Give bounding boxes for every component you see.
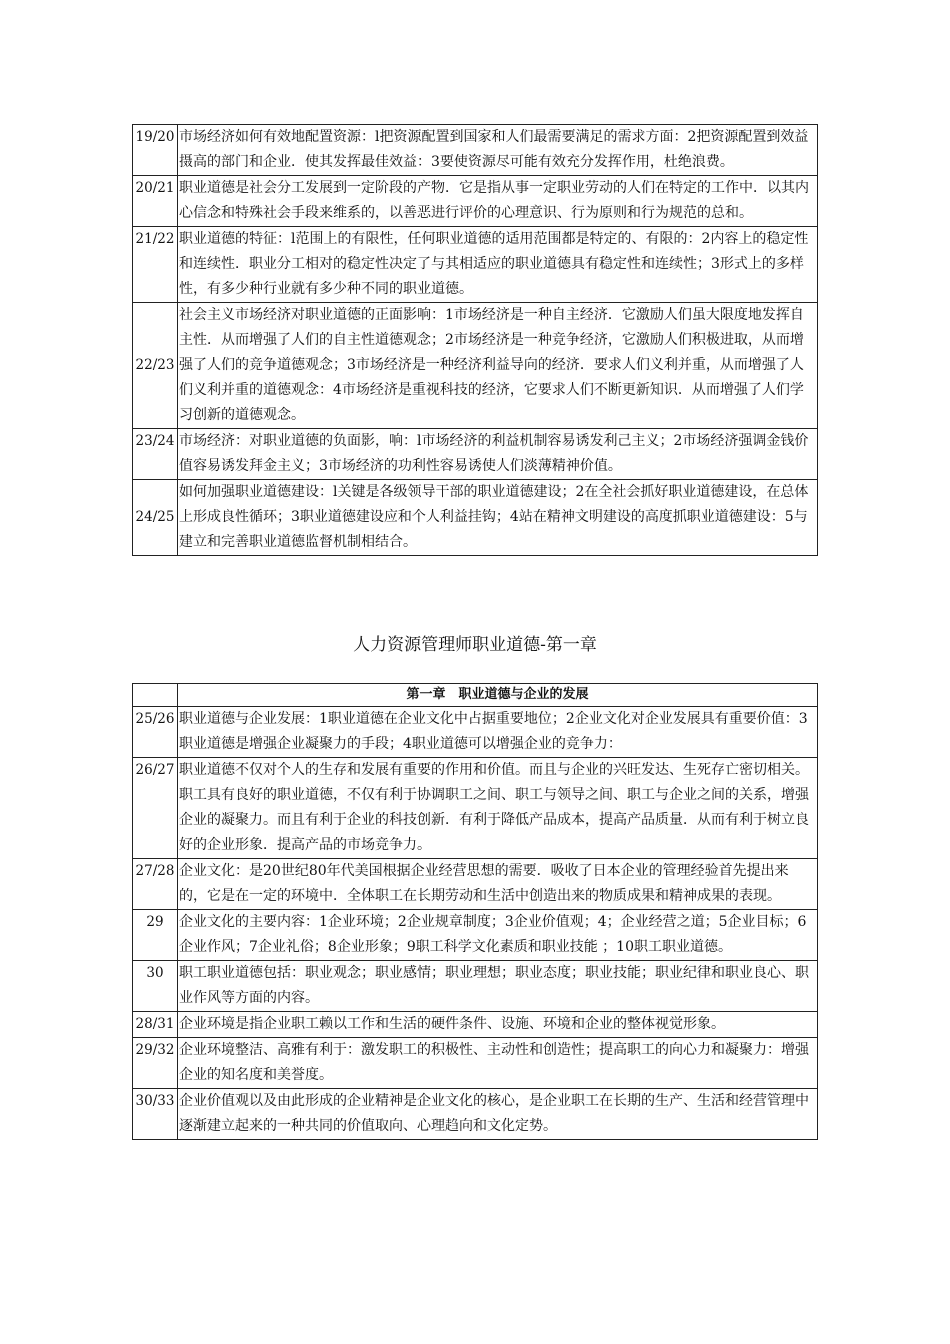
row-number: 25/26	[133, 707, 178, 758]
row-text: 企业文化的主要内容：1企业环境；2企业规章制度；3企业价值观；4；企业经营之道；5企业目标；6企业作风；7企业礼俗；8企业形象；9职工科学文化素质和职业技能 ；10职工职业道德。	[178, 910, 818, 961]
table-row	[133, 910, 818, 961]
row-text: 职业道德与企业发展：1职业道德在企业文化中占据重要地位；2企业文化对企业发展具有重要价值：3职业道德是增强企业凝聚力的手段；4职业道德可以增强企业的竞争力：	[178, 707, 818, 758]
table-row	[133, 303, 818, 429]
row-number: 29	[133, 910, 178, 961]
table-row	[133, 176, 818, 227]
table-row	[133, 859, 818, 910]
table-row	[133, 1038, 818, 1089]
row-number: 27/28	[133, 859, 178, 910]
row-text: 企业文化：是20世纪80年代美国根据企业经营思想的需要．吸收了日本企业的管理经验首先提出来的，它是在一定的环境中．全体职工在长期劳动和生活中创造出来的物质成果和精神成果的表现。	[178, 859, 818, 910]
row-text: 如何加强职业道德建设：l关键是各级领导干部的职业道德建设；2在全社会抓好职业道德建设，在总体上形成良性循环；3职业道德建设应和个人利益挂钩；4站在精神文明建设的高度抓职业道德建设：5与建立和完善职业道德监督机制相结合。	[178, 480, 818, 556]
row-text: 市场经济：对职业道德的负面影，响：l市场经济的利益机制容易诱发利己主义；2市场经济强调金钱价值容易诱发拜金主义；3市场经济的功利性容易诱使人们淡薄精神价值。	[178, 429, 818, 480]
table-row	[133, 125, 818, 176]
row-number: 24/25	[133, 480, 178, 556]
row-text: 职业道德不仅对个人的生存和发展有重要的作用和价值。而且与企业的兴旺发达、生死存亡密切相关。职工具有良好的职业道德，不仅有利于协调职工之间、职工与领导之间、职工与企业之间的关系，增强企业的凝聚力。而且有利于企业的科技创新．有利于降低产品成本，提高产品质量．从而有利于树立良好的企业形象．提高产品的市场竞争力。	[178, 758, 818, 859]
chapter-header: 第一章 职业道德与企业的发展	[178, 684, 818, 707]
row-number: 20/21	[133, 176, 178, 227]
table-row	[133, 1012, 818, 1038]
header-blank-cell	[133, 684, 178, 707]
qa-table-market-economy	[132, 124, 818, 556]
row-number: 30	[133, 961, 178, 1012]
table-row	[133, 961, 818, 1012]
table-row	[133, 480, 818, 556]
table-row	[133, 429, 818, 480]
row-text: 职业道德是社会分工发展到一定阶段的产物．它是指从事一定职业劳动的人们在特定的工作中．以其内心信念和特殊社会手段来维系的，以善恶进行评价的心理意识、行为原则和行为规范的总和。	[178, 176, 818, 227]
table-row	[133, 1089, 818, 1140]
table-header-row	[133, 684, 818, 707]
qa-table-chapter-one	[132, 683, 818, 1140]
row-number: 22/23	[133, 303, 178, 429]
row-text: 社会主义市场经济对职业道德的正面影响：1市场经济是一种自主经济．它激励人们虽大限度地发挥自主性．从而增强了人们的自主性道德观念；2市场经济是一种竞争经济，它激励人们积极进取，从而增强了人们的竞争道德观念；3市场经济是一种经济利益导向的经济．要求人们义利并重，从而增强了人们义利并重的道德观念：4市场经济是重视科技的经济，它要求人们不断更新知识．从而增强了人们学习创新的道德观念。	[178, 303, 818, 429]
row-number: 28/31	[133, 1012, 178, 1038]
row-text: 企业环境整洁、高雅有利于：激发职工的积极性、主动性和创造性；提高职工的向心力和凝聚力：增强企业的知名度和美誉度。	[178, 1038, 818, 1089]
section-title: 人力资源管理师职业道德-第一章	[353, 635, 597, 655]
row-text: 市场经济如何有效地配置资源：l把资源配置到国家和人们最需要满足的需求方面：2把资源配置到效益摄高的部门和企业．使其发挥最佳效益：3要使资源尽可能有效充分发挥作用，杜绝浪费。	[178, 125, 818, 176]
table-row	[133, 707, 818, 758]
row-text: 企业价值观以及由此形成的企业精神是企业文化的核心，是企业职工在长期的生产、生活和经营管理中逐渐建立起来的一种共同的价值取向、心理趋向和文化定势。	[178, 1089, 818, 1140]
row-number: 19/20	[133, 125, 178, 176]
row-number: 29/32	[133, 1038, 178, 1089]
table-row	[133, 227, 818, 303]
row-text: 企业环境是指企业职工赖以工作和生活的硬件条件、设施、环境和企业的整体视觉形象。	[178, 1012, 818, 1038]
table-row	[133, 758, 818, 859]
row-number: 21/22	[133, 227, 178, 303]
row-text: 职业道德的特征：l范围上的有限性，任何职业道德的适用范围都是特定的、有限的：2内容上的稳定性和连续性．职业分工相对的稳定性决定了与其相适应的职业道德具有稳定性和连续性；3形式上的多样性，有多少种行业就有多少种不同的职业道德。	[178, 227, 818, 303]
row-number: 30/33	[133, 1089, 178, 1140]
row-number: 23/24	[133, 429, 178, 480]
row-text: 职工职业道德包括：职业观念；职业感情；职业理想；职业态度；职业技能；职业纪律和职业良心、职业作风等方面的内容。	[178, 961, 818, 1012]
row-number: 26/27	[133, 758, 178, 859]
